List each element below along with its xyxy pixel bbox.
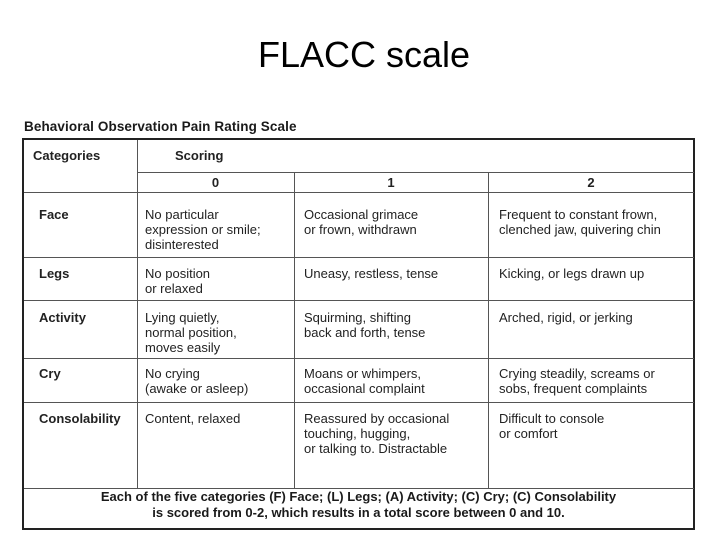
face-score-1: Occasional grimace or frown, withdrawn bbox=[304, 207, 419, 237]
divider bbox=[137, 172, 694, 173]
table-footer: Each of the five categories (F) Face; (L) Legs; (A) Activity; (C) Cry; (C) Consolability is scored from 0-2, which results in a total score between 0 and 10. bbox=[100, 489, 617, 520]
activity-score-0: Lying quietly, normal position, moves easily bbox=[145, 310, 237, 355]
score-header-0: 0 bbox=[211, 175, 220, 190]
legs-score-2: Kicking, or legs drawn up bbox=[499, 266, 645, 281]
activity-score-2: Arched, rigid, or jerking bbox=[499, 310, 633, 325]
score-header-2: 2 bbox=[587, 175, 595, 190]
score-header-1: 1 bbox=[387, 175, 395, 190]
divider bbox=[24, 300, 694, 301]
legs-score-0: No position or relaxed bbox=[145, 266, 211, 296]
cry-score-1: Moans or whimpers, occasional complaint bbox=[304, 366, 425, 396]
table-heading: Behavioral Observation Pain Rating Scale bbox=[24, 119, 297, 134]
divider bbox=[24, 257, 694, 258]
cry-score-0: No crying (awake or asleep) bbox=[145, 366, 249, 396]
consolability-score-1: Reassured by occasional touching, hugging, or talking to. Distractable bbox=[304, 411, 450, 456]
cry-score-2: Crying steadily, screams or sobs, frequent complaints bbox=[499, 366, 655, 396]
legs-score-1: Uneasy, restless, tense bbox=[304, 266, 439, 281]
category-activity: Activity bbox=[39, 310, 86, 325]
divider bbox=[294, 173, 295, 489]
divider bbox=[488, 173, 489, 489]
category-consolability: Consolability bbox=[39, 411, 121, 426]
activity-score-1: Squirming, shifting back and forth, tense bbox=[304, 310, 426, 340]
consolability-score-0: Content, relaxed bbox=[145, 411, 241, 426]
slide-title: FLACC scale bbox=[257, 34, 471, 75]
header-scoring: Scoring bbox=[175, 148, 224, 163]
divider bbox=[24, 358, 694, 359]
flacc-table bbox=[22, 138, 695, 530]
consolability-score-2: Difficult to console or comfort bbox=[499, 411, 605, 441]
divider bbox=[24, 192, 694, 193]
face-score-2: Frequent to constant frown, clenched jaw, quivering chin bbox=[499, 207, 661, 237]
header-categories: Categories bbox=[33, 148, 101, 163]
category-cry: Cry bbox=[39, 366, 61, 381]
category-legs: Legs bbox=[39, 266, 70, 281]
category-face: Face bbox=[39, 207, 69, 222]
divider bbox=[24, 402, 694, 403]
face-score-0: No particular expression or smile; disinterested bbox=[145, 207, 261, 252]
